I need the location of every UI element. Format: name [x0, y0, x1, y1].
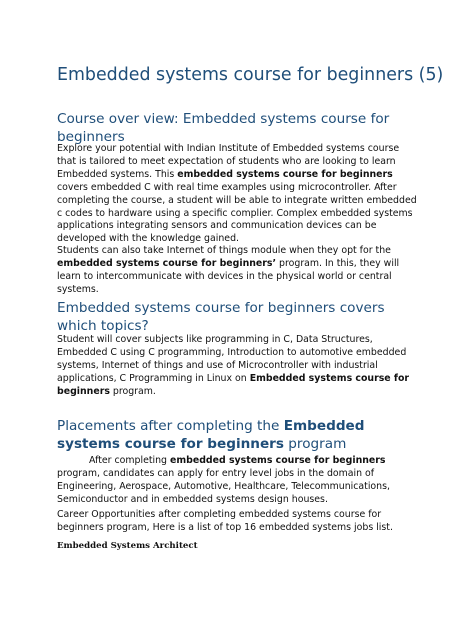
- career-opportunities-text: Career Opportunities after completing embedded systems course for beginners program, Here is a list of top 16 embedded systems jobs list.: [57, 509, 393, 533]
- bold-run: Embedded systems course for beginners: [57, 372, 410, 397]
- bold-run: embedded systems course for beginners: [177, 168, 393, 180]
- section-heading-overview: Course over view: Embedded systems course for beginners: [57, 111, 390, 145]
- job-label-block: [57, 540, 419, 552]
- heading-run: program: [283, 436, 347, 452]
- topics-paragraph: [57, 334, 419, 399]
- job-title-label: Embedded Systems Architect: [57, 541, 198, 551]
- heading-run: Placements after completing the: [57, 418, 284, 434]
- text-run: Explore your potential with Indian Institute of Embedded systems course that is tailored to meet expectation of students who are looking to learn Embedded systems. This: [57, 143, 400, 180]
- section-heading-placements: [57, 417, 419, 453]
- section-topics: [57, 299, 419, 335]
- overview-paragraph-1: [57, 143, 419, 246]
- placements-paragraph-2: [57, 509, 419, 535]
- text-run: program, candidates can apply for entry level jobs in the domain of Engineering, Aerospace, Automotive, Healthcare, Telecommunications, Semiconductor and in embedded systems design houses.: [57, 467, 390, 505]
- section-course-overview: [57, 110, 419, 146]
- heading-bold-run: Embedded systems course for beginners: [57, 418, 365, 452]
- text-run: covers embedded C with real time examples using microcontroller. After completing the course, a student will be able to integrate written embedded c codes to hardware using a specific complier. Complex embedded systems applications integrating sensors and communication devices can be developed with the knowledge gained.: [57, 181, 417, 245]
- section-placements: [57, 417, 419, 453]
- bold-run: embedded systems course for beginners: [170, 455, 386, 466]
- text-run: program.: [109, 385, 156, 397]
- overview-paragraph-2: [57, 245, 419, 297]
- text-run: program. In this, they will learn to intercommunicate with devices in the physical world or central systems.: [57, 257, 400, 295]
- text-run: Students can also take Internet of things module when they opt for the: [57, 245, 391, 256]
- section-heading-topics: Embedded systems course for beginners covers which topics?: [57, 300, 385, 334]
- bold-run: embedded systems course for beginners’: [57, 257, 277, 269]
- placements-paragraph-1: [57, 455, 419, 507]
- text-run: Student will cover subjects like programming in C, Data Structures, Embedded C using C programming, Introduction to automotive embedded systems, Internet of things and use of Microcontroller with industrial applications, C Programming in Linux on: [57, 334, 407, 384]
- text-run: After completing: [89, 455, 170, 466]
- page-title: Embedded systems course for beginners (5): [57, 65, 444, 85]
